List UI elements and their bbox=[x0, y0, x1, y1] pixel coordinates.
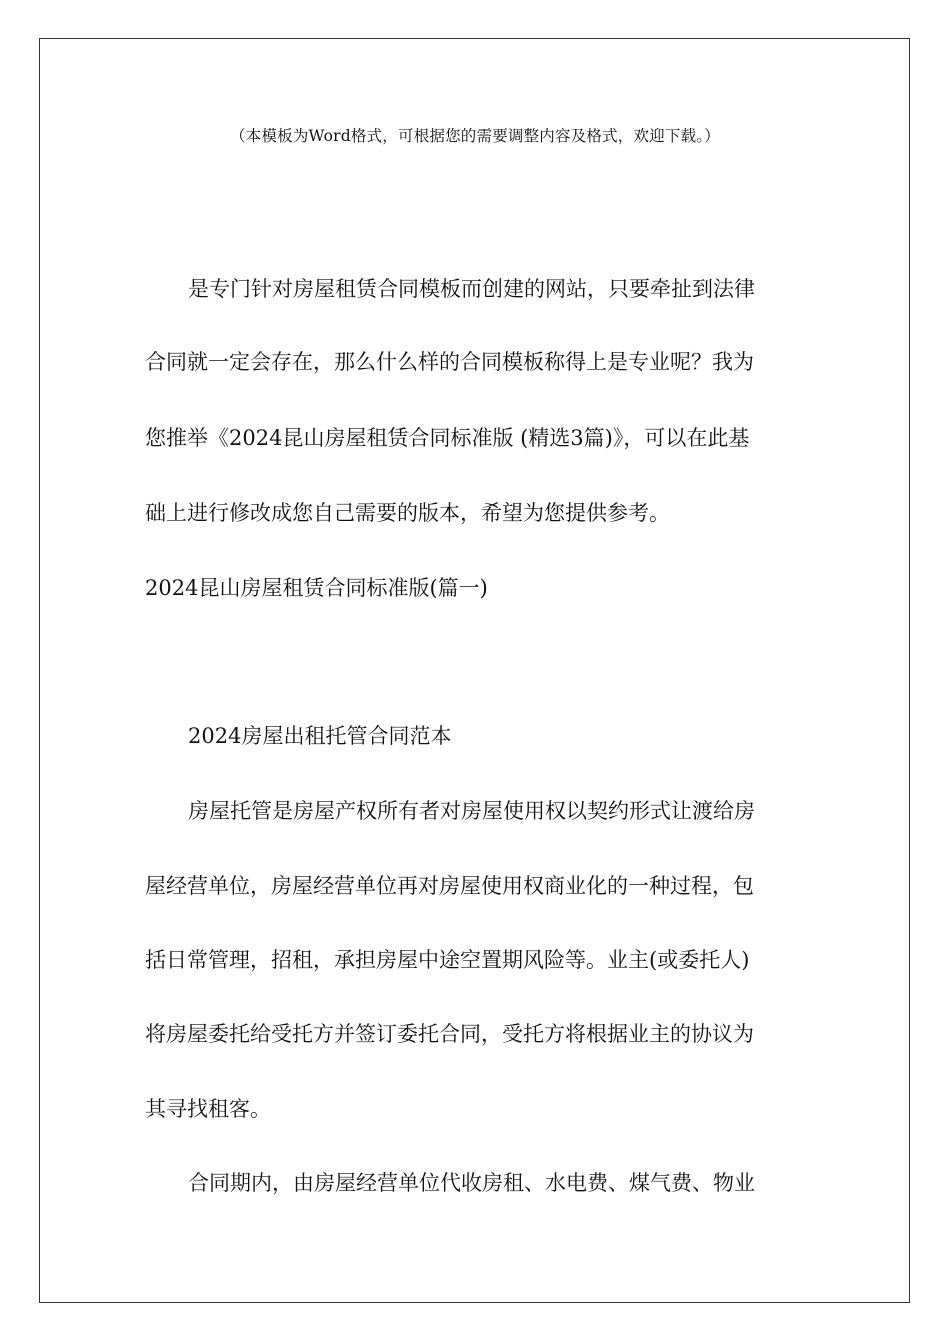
para1-line-3: 括日常管理，招租，承担房屋中途空置期风险等。业主(或委托人) bbox=[145, 948, 750, 972]
para1-line-1: 房屋托管是房屋产权所有者对房屋使用权以契约形式让渡给房 bbox=[188, 799, 755, 823]
para1-line-5: 其寻找租客。 bbox=[145, 1097, 271, 1121]
intro-line-3: 您推举《2024昆山房屋租赁合同标准版 (精选3篇)》，可以在此基 bbox=[145, 426, 750, 450]
intro-line-1: 是专门针对房屋租赁合同模板而创建的网站，只要牵扯到法律 bbox=[188, 277, 755, 301]
para1-line-4: 将房屋委托给受托方并签订委托合同，受托方将根据业主的协议为 bbox=[145, 1022, 754, 1046]
sub-heading: 2024房屋出租托管合同范本 bbox=[188, 724, 452, 748]
para2-line-1: 合同期内，由房屋经营单位代收房租、水电费、煤气费、物业 bbox=[188, 1171, 755, 1195]
para1-line-2: 屋经营单位，房屋经营单位再对房屋使用权商业化的一种过程，包 bbox=[145, 874, 754, 898]
section-heading: 2024昆山房屋租赁合同标准版(篇一) bbox=[145, 576, 488, 600]
template-notice: （本模板为Word格式，可根据您的需要调整内容及格式，欢迎下载。） bbox=[230, 127, 720, 145]
intro-line-4: 础上进行修改成您自己需要的版本，希望为您提供参考。 bbox=[145, 501, 670, 525]
intro-line-2: 合同就一定会存在，那么什么样的合同模板称得上是专业呢？我为 bbox=[145, 350, 754, 374]
